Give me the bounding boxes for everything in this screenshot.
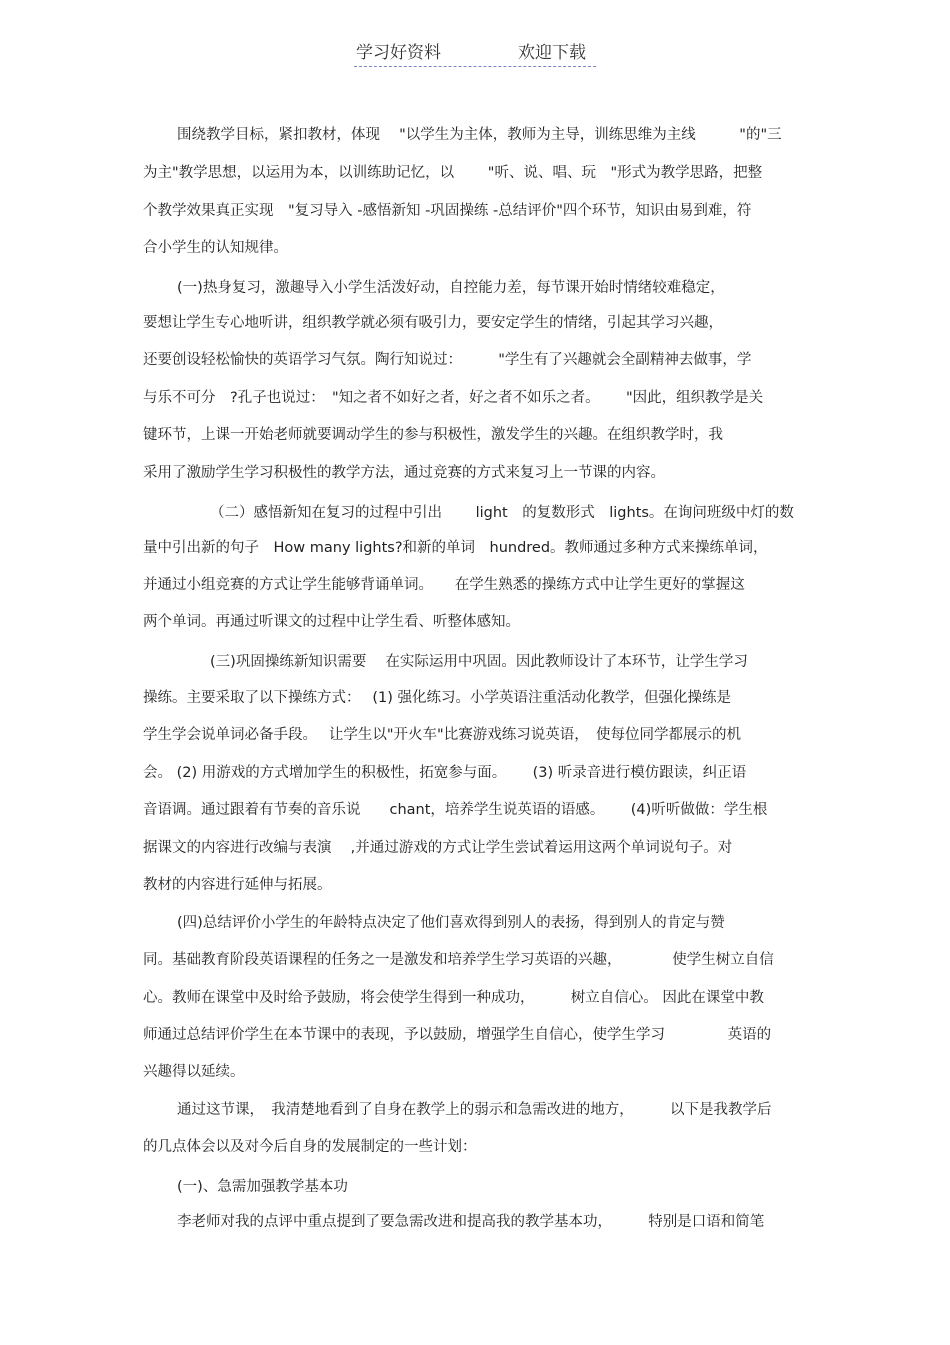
text-line: 师通过总结评价学生在本节课中的表现，予以鼓励，增强学生自信心，使学生学习 英语的 [143, 1027, 772, 1043]
text-line: 还要创设轻松愉快的英语学习气氛。陶行知说过： "学生有了兴趣就会全副精神去做事，学 [143, 352, 752, 368]
header-right-text: 欢迎下载 [518, 43, 586, 63]
text-line: 键环节，上课一开始老师就要调动学生的参与积极性，激发学生的兴趣。在组织教学时，我 [143, 427, 723, 443]
text-line: 两个单词。再通过听课文的过程中让学生看、听整体感知。 [143, 614, 520, 630]
text-line: 为主"教学思想，以运用为本，以训练助记忆，以 "听、说、唱、玩 "形式为教学思路，把整 [143, 165, 763, 181]
text-line: 个教学效果真正实现 "复习导入 -感悟新知 -巩固操练 -总结评价"四个环节，知识由易到难，符 [143, 203, 752, 219]
text-line: 要想让学生专心地听讲，组织教学就必须有吸引力，要安定学生的情绪，引起其学习兴趣， [143, 315, 723, 331]
text-line: 会。 (2) 用游戏的方式增加学生的积极性，拓宽参与面。 (3) 听录音进行模仿跟读，纠正语 [143, 765, 747, 781]
text-line: 李老师对我的点评中重点提到了要急需改进和提高我的教学基本功， 特别是口语和简笔 [177, 1214, 765, 1230]
text-line: （二）感悟新知在复习的过程中引出 light 的复数形式 lights。在询问班级中灯的数 [210, 505, 794, 521]
text-line: 操练。主要采取了以下操练方式： (1) 强化练习。小学英语注重活动化教学，但强化操练是 [143, 690, 732, 706]
text-line: 通过这节课， 我清楚地看到了自身在教学上的弱示和急需改进的地方， 以下是我教学后 [177, 1102, 772, 1118]
text-line: (四)总结评价小学生的年龄特点决定了他们喜欢得到别人的表扬，得到别人的肯定与赞 [177, 915, 725, 931]
header-left-text: 学习好资料 [356, 43, 441, 63]
text-line: (一)、急需加强教学基本功 [177, 1179, 348, 1195]
text-line: 音语调。通过跟着有节奏的音乐说 chant，培养学生说英语的语感。 (4)听听做做：学生根 [143, 802, 768, 818]
text-line: (一)热身复习，激趣导入小学生活泼好动，自控能力差，每节课开始时情绪较难稳定， [177, 280, 725, 296]
text-line: (三)巩固操练新知识需要 在实际运用中巩固。因此教师设计了本环节，让学生学习 [210, 654, 748, 670]
text-line: 围绕教学目标，紧扣教材，体现 "以学生为主体，教师为主导，训练思维为主线 "的"三 [177, 127, 782, 143]
text-line: 教材的内容进行延伸与拓展。 [143, 877, 332, 893]
text-line: 与乐不可分 ?孔子也说过： "知之者不如好之者，好之者不如乐之者。 "因此，组织教学是关 [143, 390, 764, 406]
text-line: 心。教师在课堂中及时给予鼓励，将会使学生得到一种成功， 树立自信心。 因此在课堂中教 [143, 990, 764, 1006]
text-line: 采用了激励学生学习积极性的教学方法，通过竞赛的方式来复习上一节课的内容。 [143, 465, 665, 481]
text-line: 兴趣得以延续。 [143, 1064, 245, 1080]
text-line: 合小学生的认知规律。 [143, 240, 288, 256]
text-line: 同。基础教育阶段英语课程的任务之一是激发和培养学生学习英语的兴趣， 使学生树立自信 [143, 952, 774, 968]
text-line: 据课文的内容进行改编与表演 ,并通过游戏的方式让学生尝试着运用这两个单词说句子。对 [143, 840, 733, 856]
text-line: 量中引出新的句子 How many lights?和新的单词 hundred。教师通过多种方式来操练单词， [143, 540, 768, 556]
text-line: 并通过小组竞赛的方式让学生能够背诵单词。 在学生熟悉的操练方式中让学生更好的掌握这 [143, 577, 745, 593]
text-line: 学生学会说单词必备手段。 让学生以"开火车"比赛游戏练习说英语， 使每位同学都展示的机 [143, 727, 741, 743]
text-line: 的几点体会以及对今后自身的发展制定的一些计划： [143, 1139, 477, 1155]
